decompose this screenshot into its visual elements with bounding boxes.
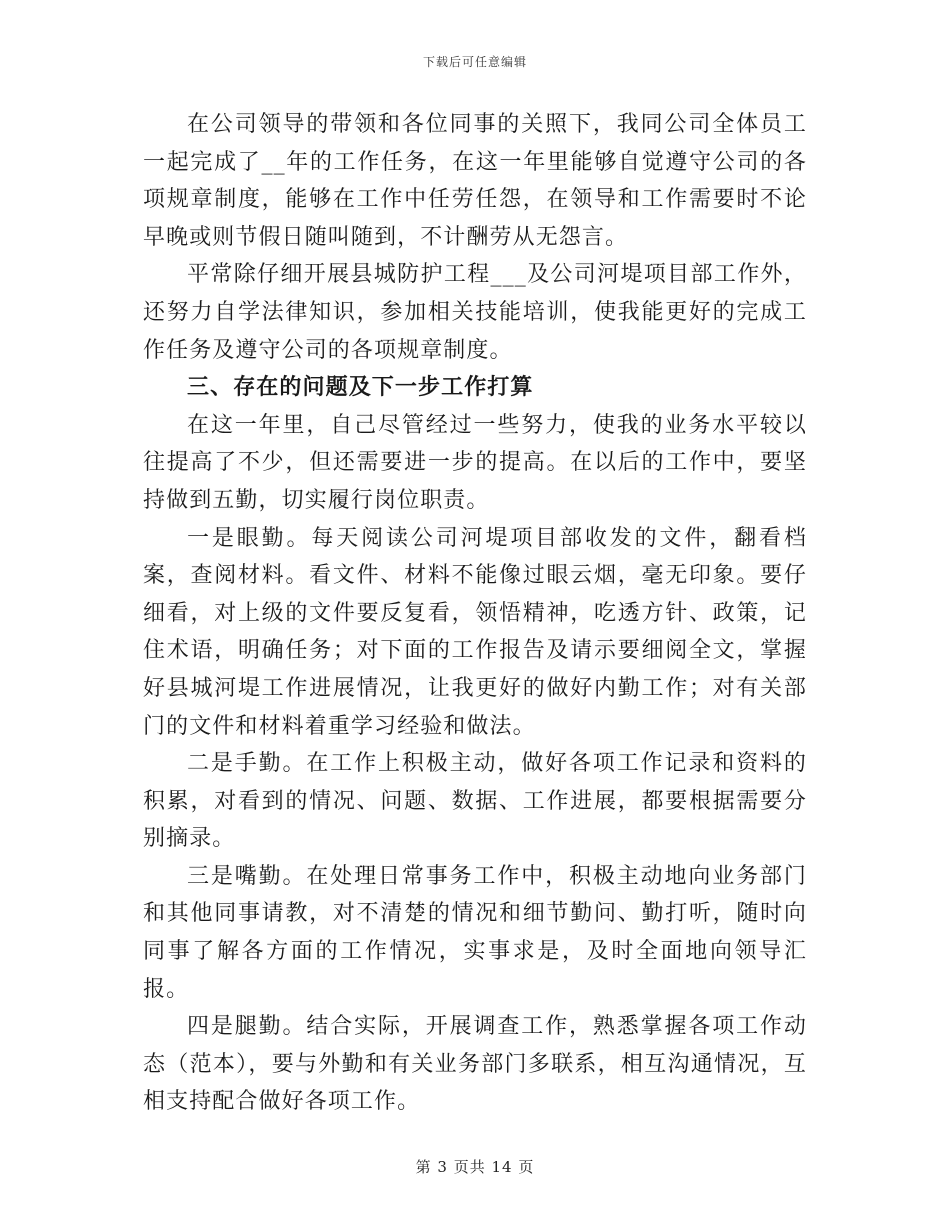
paragraph-7: 四是腿勤。结合实际，开展调查工作，熟悉掌握各项工作动态（范本），要与外勤和有关业务部门多联系，相互沟通情况，互相支持配合做好各项工作。 <box>143 1014 807 1115</box>
paragraph-4: 一是眼勤。每天阅读公司河堤项目部收发的文件，翻看档案，查阅材料。看文件、材料不能像过眼云烟，毫无印象。要仔细看，对上级的文件要反复看，领悟精神，吃透方针、政策，记住术语，明确任务；对下面的工作报告及请示要细阅全文，掌握好县城河堤工作进展情况，让我更好的做好内勤工作；对有关部门的文件和材料着重学习经验和做法。 <box>143 525 807 739</box>
paragraph-3: 在这一年里，自己尽管经过一些努力，使我的业务水平较以往提高了不少，但还需要进一步的提高。在以后的工作中，要坚持做到五勤，切实履行岗位职责。 <box>143 412 807 513</box>
page-footer: 第 3 页共 14 页 <box>415 1158 535 1176</box>
section-heading-3: 三、存在的问题及下一步工作打算 <box>187 374 534 401</box>
paragraph-1: 在公司领导的带领和各位同事的关照下，我同公司全体员工一起完成了__年的工作任务，在这一年里能够自觉遵守公司的各项规章制度，能够在工作中任劳任怨，在领导和工作需要时不论早晚或则节假日随叫随到，不计酬劳从无怨言。 <box>143 112 807 250</box>
paragraph-6: 三是嘴勤。在处理日常事务工作中，积极主动地向业务部门和其他同事请教，对不清楚的情况和细节勤问、勤打听，随时向同事了解各方面的工作情况，实事求是，及时全面地向领导汇报。 <box>143 863 807 1002</box>
paragraph-5: 二是手勤。在工作上积极主动，做好各项工作记录和资料的积累，对看到的情况、问题、数据、工作进展，都要根据需要分别摘录。 <box>143 751 807 852</box>
page-header: 下载后可任意编辑 <box>422 55 527 69</box>
document-body <box>143 106 807 1121</box>
paragraph-2: 平常除仔细开展县城防护工程___及公司河堤项目部工作外，还努力自学法律知识，参加相关技能培训，使我能更好的完成工作任务及遵守公司的各项规章制度。 <box>143 262 807 363</box>
